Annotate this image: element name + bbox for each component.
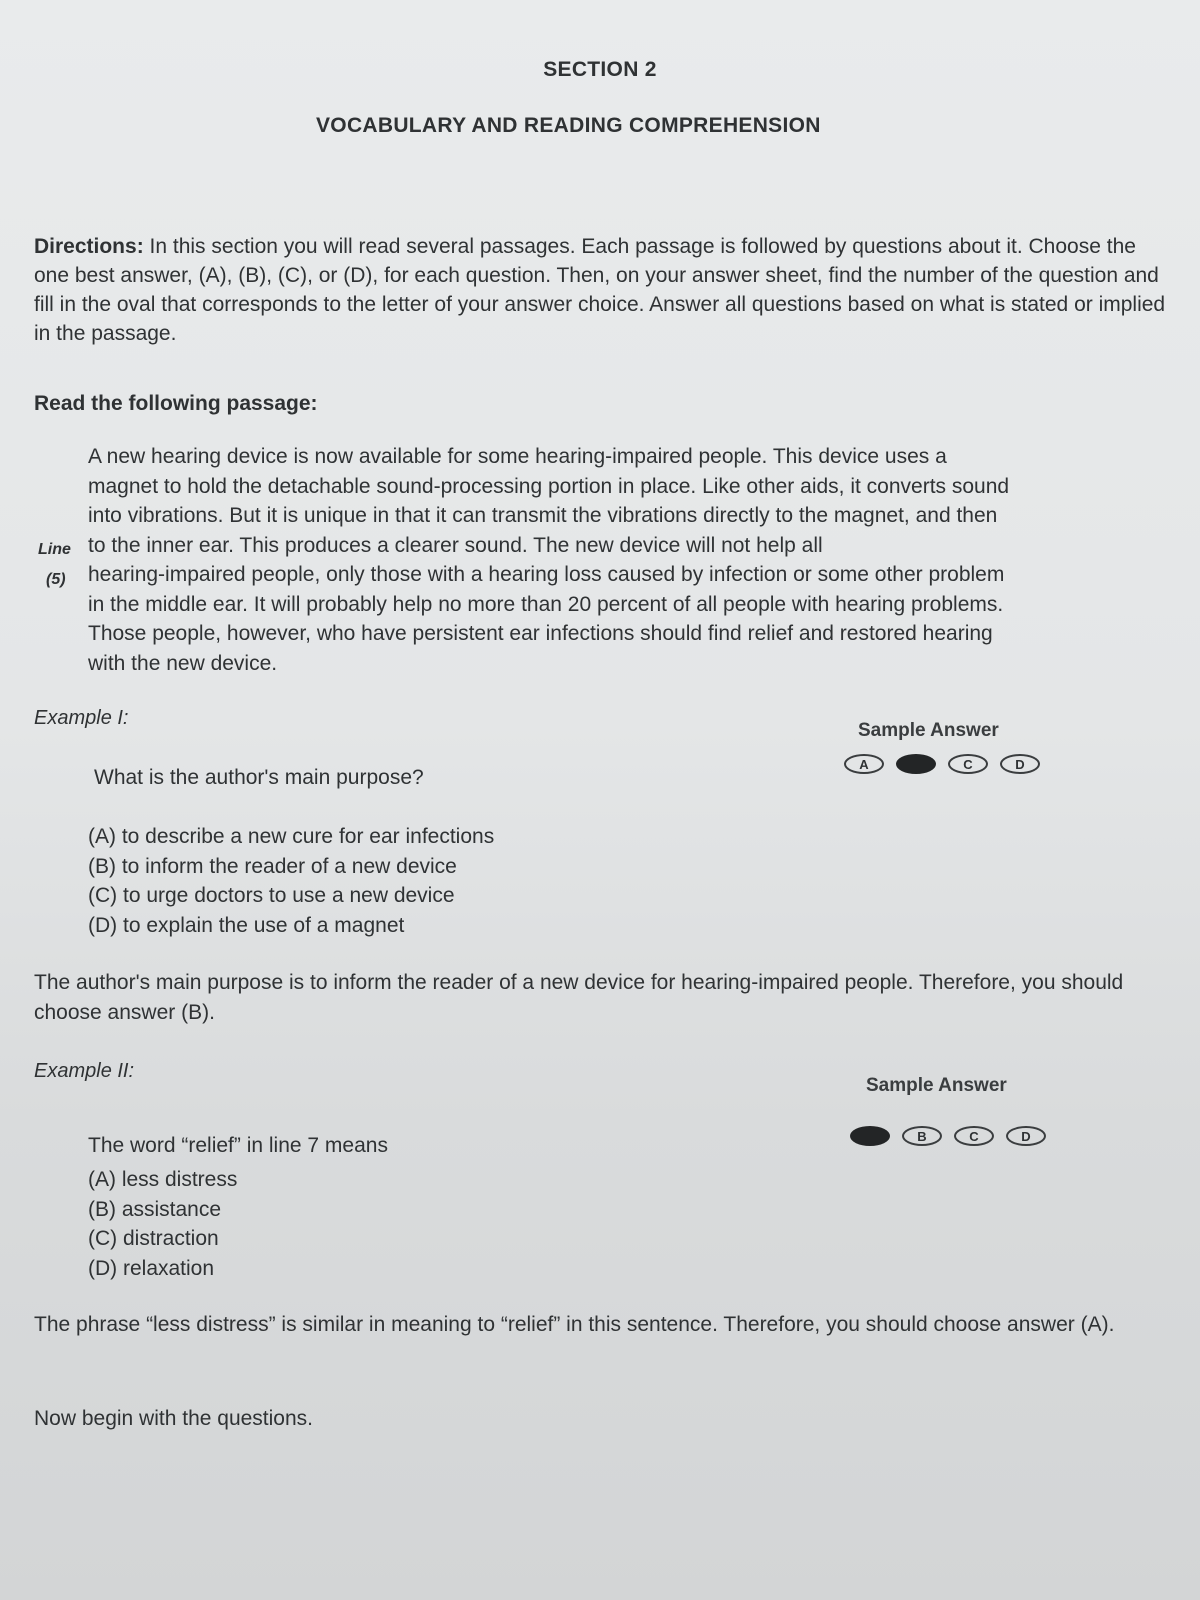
example-2-options bbox=[88, 1165, 237, 1283]
option-a: (A) less distress bbox=[88, 1168, 238, 1191]
option-c: (C) to urge doctors to use a new device bbox=[88, 884, 455, 907]
option-b: (B) to inform the reader of a new device bbox=[88, 854, 457, 878]
example-1-answer-bubbles bbox=[844, 754, 1040, 774]
passage-line: into vibrations. But it is unique in that it can transmit the vibrations directly to the magnet, and then bbox=[88, 504, 998, 527]
example-1-label: Example I: bbox=[34, 707, 129, 729]
answer-bubble-c: C bbox=[948, 754, 988, 774]
answer-bubble-a: A bbox=[844, 754, 884, 774]
passage-line: to the inner ear. This produces a clearer sound. The new device will not help all bbox=[88, 533, 823, 557]
option-b: (B) assistance bbox=[88, 1197, 222, 1221]
directions-label: Directions: bbox=[34, 235, 144, 258]
passage-heading: Read the following passage: bbox=[34, 392, 318, 415]
example-1-explanation: The author's main purpose is to inform the reader of a new device for hearing-impaired people. Therefore, you should choose answer (B). bbox=[34, 971, 1124, 1024]
example-2-answer-bubbles bbox=[850, 1126, 1046, 1146]
section-subtitle: VOCABULARY AND READING COMPREHENSION bbox=[316, 114, 821, 137]
directions-text: In this section you will read several passages. Each passage is followed by questions about it. Choose the one best answer, (A), (B), (C), or (D), for each question. Then, on your answer sheet, find the number of the question and fill in the oval that corresponds to the letter of your answer choice. Answer all questions based on what is stated or implied in the passage. bbox=[34, 235, 1166, 345]
option-d: (D) relaxation bbox=[88, 1256, 215, 1280]
passage-line: in the middle ear. It will probably help no more than 20 percent of all people with hearing problems. bbox=[88, 592, 1004, 616]
line-marker: Line bbox=[38, 541, 71, 558]
answer-bubble-b-filled bbox=[896, 754, 936, 774]
example-2-question: The word “relief” in line 7 means bbox=[88, 1134, 388, 1157]
section-title: SECTION 2 bbox=[543, 58, 657, 81]
reading-passage bbox=[88, 442, 1178, 678]
example-2-label: Example II: bbox=[34, 1060, 135, 1082]
answer-bubble-d: D bbox=[1006, 1126, 1046, 1146]
answer-bubble-c: C bbox=[954, 1126, 994, 1146]
option-d: (D) to explain the use of a magnet bbox=[88, 913, 405, 937]
closing-instruction: Now begin with the questions. bbox=[34, 1407, 313, 1430]
answer-bubble-a-filled bbox=[850, 1126, 890, 1146]
passage-line: hearing-impaired people, only those with a hearing loss caused by infection or some other problem bbox=[88, 563, 1005, 586]
example-1-options bbox=[88, 822, 494, 940]
example-1-question: What is the author's main purpose? bbox=[94, 766, 424, 789]
example-2-explanation: The phrase “less distress” is similar in meaning to “relief” in this sentence. Therefore, you should choose answer (A). bbox=[34, 1313, 1115, 1336]
example-2-sample-label: Sample Answer bbox=[866, 1075, 1007, 1096]
option-c: (C) distraction bbox=[88, 1227, 219, 1250]
passage-line: with the new device. bbox=[88, 651, 278, 675]
answer-bubble-d: D bbox=[1000, 754, 1040, 774]
directions-paragraph bbox=[34, 232, 1174, 348]
passage-line: A new hearing device is now available for some hearing-impaired people. This device uses a bbox=[88, 445, 947, 468]
line-number: (5) bbox=[46, 571, 66, 588]
answer-bubble-b: B bbox=[902, 1126, 942, 1146]
example-1-sample-label: Sample Answer bbox=[858, 720, 999, 741]
passage-line: magnet to hold the detachable sound-processing portion in place. Like other aids, it converts sound bbox=[88, 474, 1010, 498]
option-a: (A) to describe a new cure for ear infections bbox=[88, 825, 495, 848]
passage-line: Those people, however, who have persistent ear infections should find relief and restored hearing bbox=[88, 622, 993, 645]
